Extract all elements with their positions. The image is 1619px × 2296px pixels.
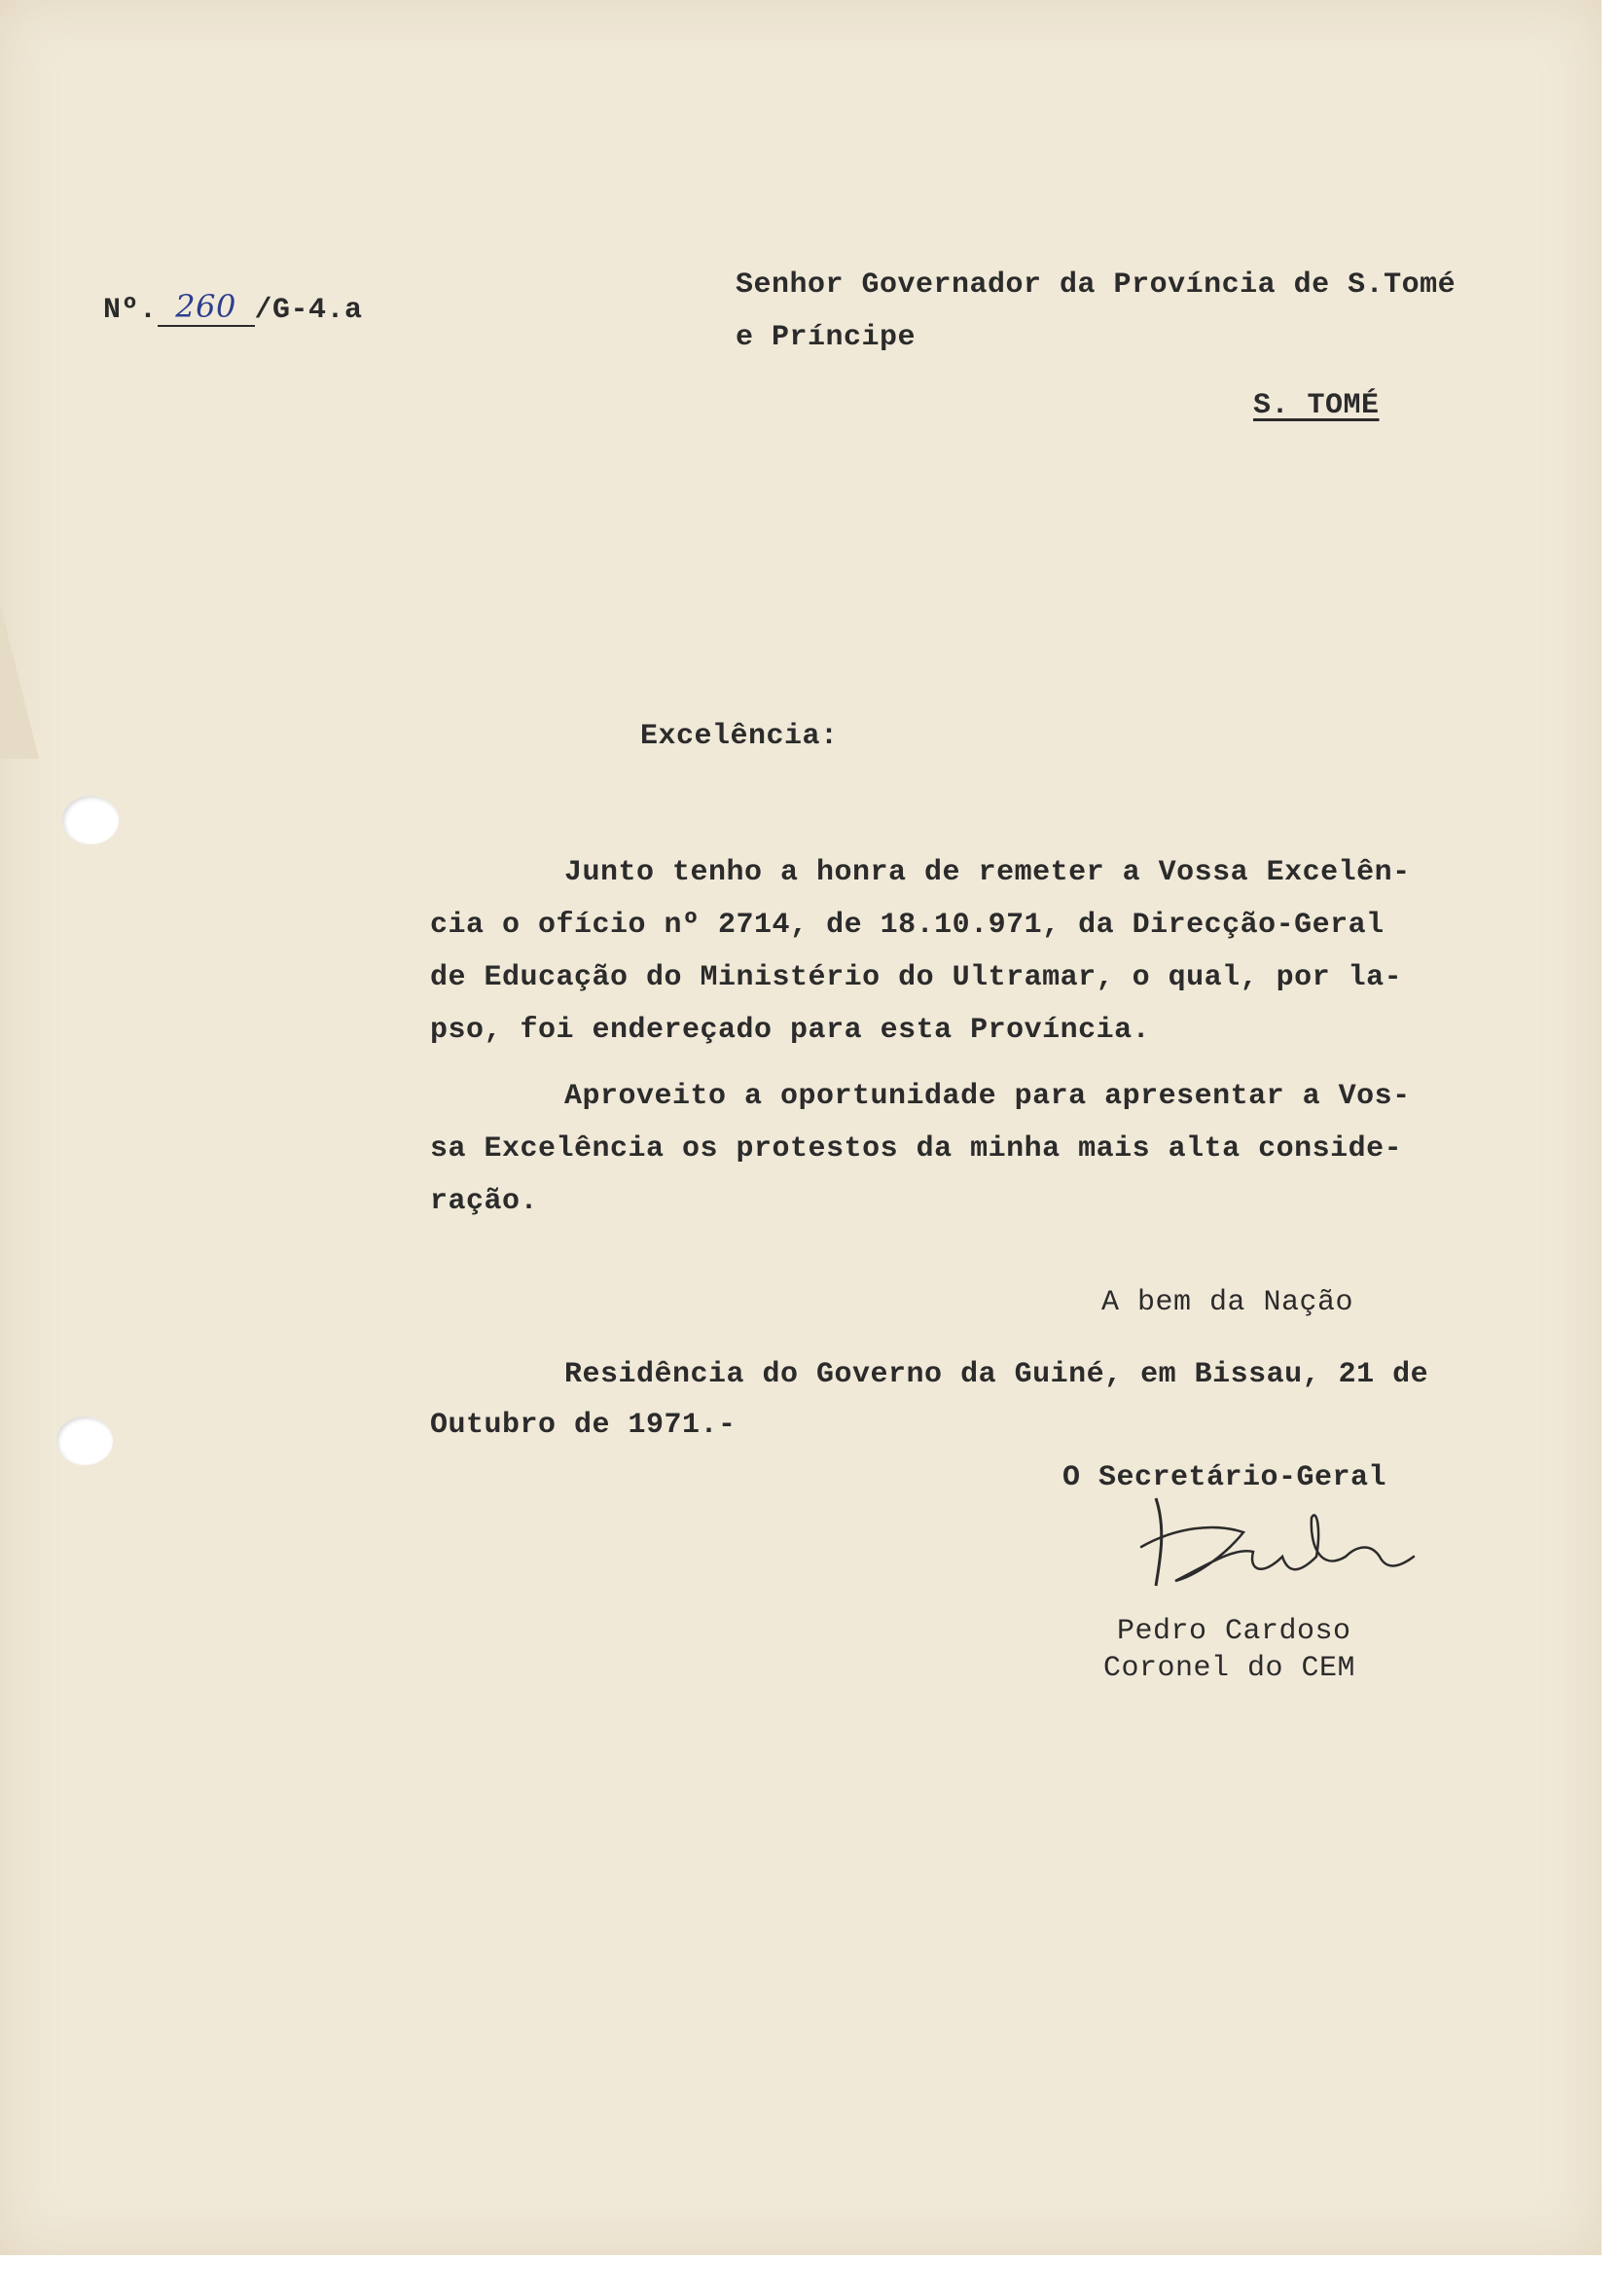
signatory-name: Pedro Cardoso (1117, 1615, 1351, 1648)
place-date-line-1: Residência do Governo da Guiné, em Bissau, 21 de (564, 1358, 1429, 1391)
scan-margin-bottom (0, 2255, 1619, 2296)
reference-number (103, 288, 363, 327)
body-p1-line: cia o ofício nº 2714, de 18.10.971, da Direcção-Geral (430, 909, 1385, 942)
body-p2-line: Aproveito a oportunidade para apresentar a Vos- (564, 1080, 1411, 1113)
body-p1-line: de Educação do Ministério do Ultramar, o qual, por la- (430, 961, 1403, 994)
signatory-rank: Coronel do CEM (1103, 1652, 1356, 1685)
addressee-city: S. TOMÉ (1253, 389, 1380, 422)
addressee-line-1: Senhor Governador da Província de S.Tomé (736, 269, 1457, 302)
ref-suffix: /G-4.a (254, 294, 363, 327)
handwritten-signature (1136, 1489, 1419, 1596)
place-date-line-2: Outubro de 1971.- (430, 1409, 737, 1442)
body-p1-line: pso, foi endereçado para esta Província. (430, 1014, 1151, 1047)
ref-prefix: Nº. (103, 294, 158, 327)
closing-formula: A bem da Nação (1101, 1286, 1354, 1319)
torn-edge (0, 603, 39, 759)
punch-hole (62, 796, 119, 844)
body-p1-line: Junto tenho a honra de remeter a Vossa Excelên- (564, 856, 1411, 889)
ref-handwritten-number: 260 (158, 288, 255, 327)
scan-margin-right (1601, 0, 1619, 2296)
body-p2-line: sa Excelência os protestos da minha mais alta conside- (430, 1132, 1403, 1166)
addressee-line-2: e Príncipe (736, 321, 917, 354)
body-p2-line: ração. (430, 1185, 539, 1218)
salutation: Excelência: (640, 720, 839, 753)
signatory-title: O Secretário-Geral (1062, 1461, 1387, 1494)
punch-hole (56, 1417, 113, 1465)
